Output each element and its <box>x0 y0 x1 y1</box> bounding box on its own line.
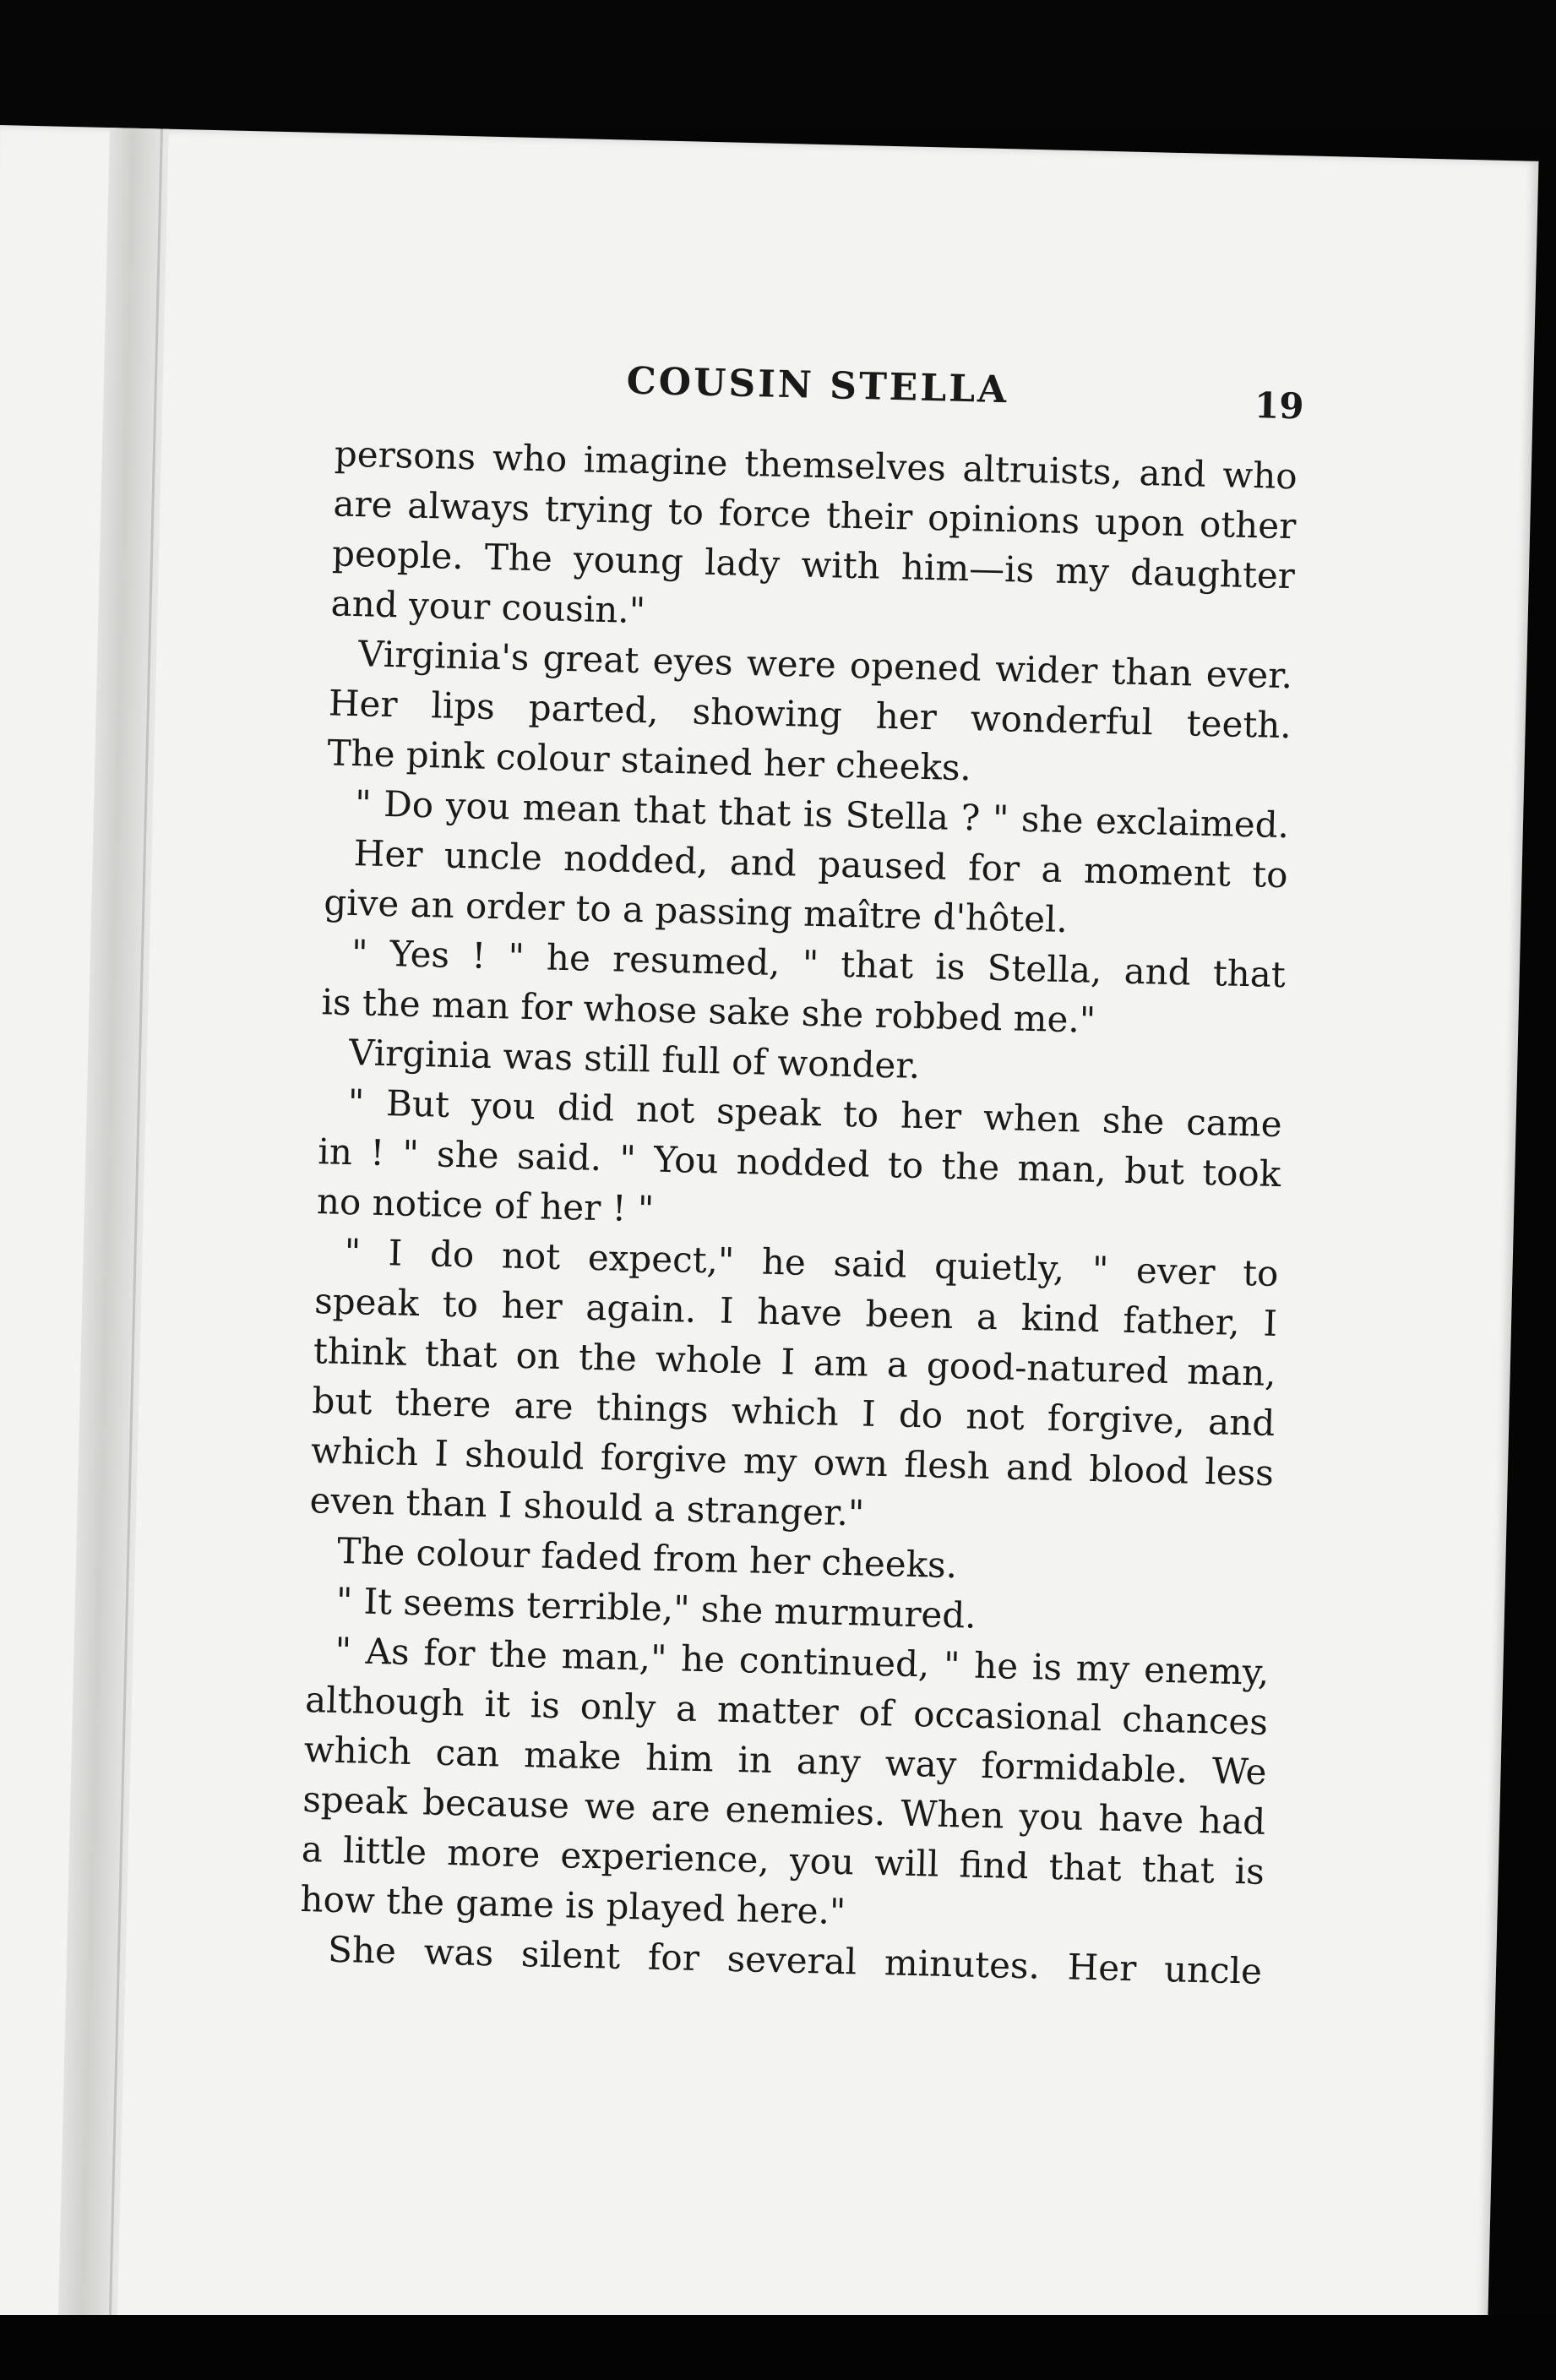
text-line: speak to her again. I have been a kind father, I <box>313 1280 1278 1345</box>
text-line: in ! " she said. " You nodded to the man, but took <box>317 1130 1281 1195</box>
text-line: The colour faded from her cheeks. <box>336 1529 958 1587</box>
text-line: speak because we are enemies. When you have had <box>302 1778 1266 1843</box>
text-line: which I should forgive my own flesh and blood less <box>310 1430 1275 1494</box>
text-line: " It seems terrible," she murmured. <box>335 1579 977 1637</box>
text-line: a little more experience, you will find that that is <box>301 1827 1265 1893</box>
text-line: " As for the man," he continued, " he is my enemy, <box>334 1629 1270 1693</box>
body-text <box>299 428 1298 1996</box>
text-line: Her lips parted, showing her wonderful teeth. <box>328 682 1292 747</box>
text-line: " I do not expect," he said quietly, " ever to <box>344 1230 1279 1295</box>
text-line: She was silent for several minutes. Her uncle <box>327 1928 1263 1992</box>
text-line: even than I should a stranger." <box>309 1479 865 1534</box>
page-title: COUSIN STELLA <box>626 359 1009 412</box>
text-line: no notice of her ! " <box>316 1180 655 1230</box>
text-line: Her uncle nodded, and paused for a moment to <box>353 832 1289 896</box>
text-line: how the game is played here." <box>300 1877 846 1933</box>
scanner-background-bottom <box>0 2315 1556 2380</box>
text-line: " But you did not speak to her when she came <box>347 1081 1283 1146</box>
text-line: " Yes ! " he resumed, " that is Stella, and that <box>351 932 1287 996</box>
text-line: people. The young lady with him—is my daughter <box>331 532 1296 597</box>
text-line: are always trying to force their opinions upon other <box>332 482 1297 547</box>
text-line: which can make him in any way formidable. We <box>303 1729 1268 1793</box>
text-line: is the man for whose sake she robbed me." <box>321 981 1096 1041</box>
text-line: Virginia was still full of wonder. <box>348 1032 921 1087</box>
text-line: think that on the whole I am a good-natured man, <box>313 1330 1277 1394</box>
text-line: and your cousin." <box>330 582 646 632</box>
text-line: " Do you mean that that is Stella ? " she exclaimed. <box>354 782 1290 847</box>
text-line: although it is only a matter of occasional chances <box>304 1679 1269 1743</box>
text-line: persons who imagine themselves altruists, and who <box>334 433 1298 498</box>
text-line: give an order to a passing maître d'hôtel. <box>323 881 1069 941</box>
text-line: but there are things which I do not forgive, and <box>311 1380 1276 1444</box>
page-number: 19 <box>1254 384 1305 428</box>
page-text-block <box>299 352 1305 1996</box>
text-line: The pink colour stained her cheeks. <box>327 732 972 789</box>
text-line: Virginia's great eyes were opened wider than ever. <box>357 633 1293 697</box>
scanner-background-top <box>0 0 1556 127</box>
book-page <box>0 125 1538 2357</box>
